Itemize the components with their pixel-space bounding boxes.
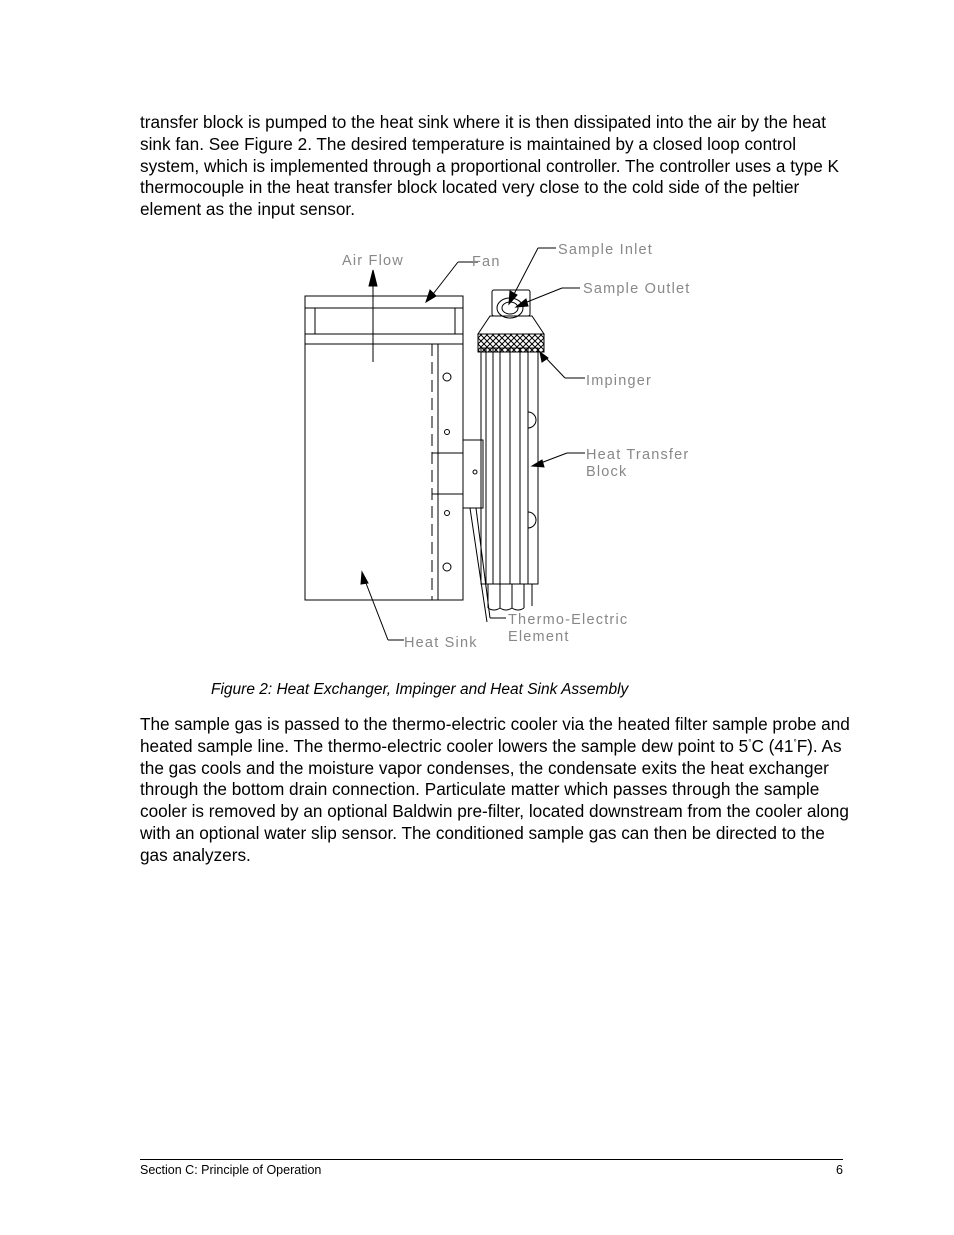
label-air-flow: Air Flow	[342, 253, 404, 269]
footer-rule	[140, 1159, 843, 1160]
paragraph-2-part-1: The sample gas is passed to the thermo-electric cooler via the heated filter sample probe and heated sample line. The thermo-electric cooler lowers the sample dew point to 5	[140, 714, 850, 756]
footer-page-number: 6	[836, 1163, 843, 1177]
label-fan: Fan	[472, 254, 501, 270]
thermo-electric-element	[463, 440, 483, 508]
figure-caption: Figure 2: Heat Exchanger, Impinger and Heat Sink Assembly	[211, 681, 629, 698]
label-thermo-electric-element: Element	[508, 629, 570, 645]
label-thermo-electric: Thermo-Electric	[508, 612, 629, 628]
impinger-head	[478, 316, 544, 334]
paragraph-2-part-3: F). As the gas cools and the moisture vapor condenses, the condensate exits the heat exchanger through the bottom drain connection. Particulate matter which passes through the sample cooler is removed by an optional Baldwin pre-filter, located downstream from the cooler along with an optional water slip sensor. The conditioned sample gas can then be directed to the gas analyzers.	[140, 735, 849, 865]
label-heat-transfer-block: Block	[586, 464, 628, 480]
label-heat-transfer: Heat Transfer	[586, 447, 690, 463]
degree-symbol: °	[793, 737, 797, 747]
footer-section-title: Section C: Principle of Operation	[140, 1163, 322, 1177]
heat-exchanger-diagram	[280, 236, 720, 656]
label-heat-sink: Heat Sink	[404, 635, 478, 651]
paragraph-2-part-2: C (41	[751, 735, 794, 756]
heat-exchanger-figure	[280, 236, 720, 656]
body-paragraph-1: transfer block is pumped to the heat sink where it is then dissipated into the air by the heat sink fan. See Figure 2. The desired temperature is maintained by a closed loop control system, which is implemented through a proportional controller. The controller uses a type K thermocouple in the heat transfer block located very close to the cold side of the peltier element as the input sensor.	[140, 112, 839, 220]
label-impinger: Impinger	[586, 373, 653, 389]
body-paragraph-2	[140, 714, 850, 867]
degree-symbol: °	[748, 737, 752, 747]
heat-sink-body	[305, 296, 463, 600]
label-sample-outlet: Sample Outlet	[583, 281, 691, 297]
label-sample-inlet: Sample Inlet	[558, 242, 653, 258]
